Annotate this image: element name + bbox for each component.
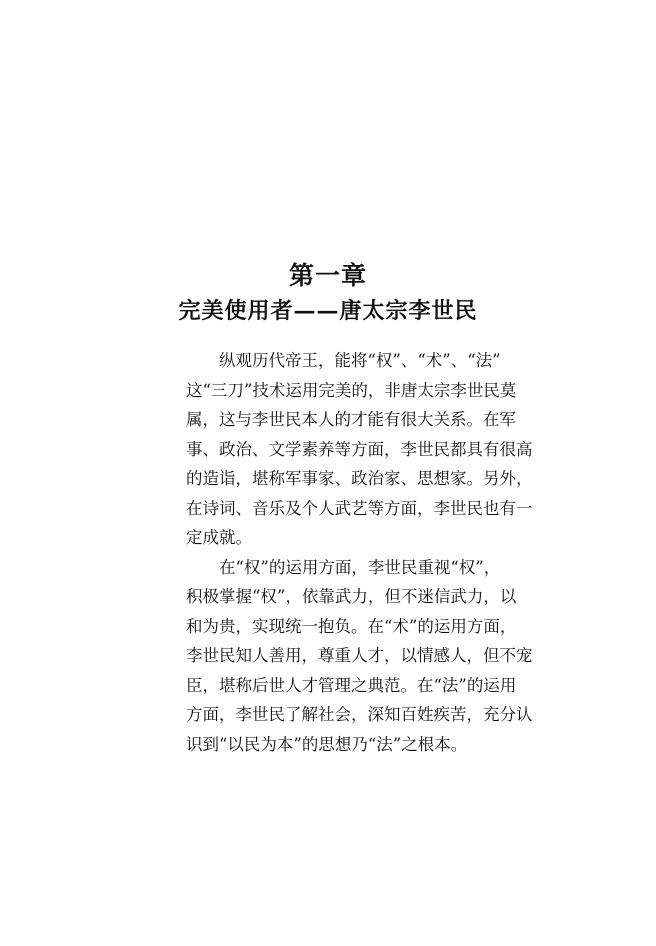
paragraph-line: 定成就。 [186,528,252,547]
paragraph-line: 臣，堪称后世人才管理之典范。在“法”的运用 [186,675,517,695]
paragraph-line: 识到“以民为本”的思想乃“法”之根本。 [186,734,468,754]
paragraph-line: 在诗词、音乐及个人武艺等方面，李世民也有一 [186,498,533,518]
paragraph-line: 李世民知人善用，尊重人才，以情感人，但不宠 [186,646,533,665]
paragraph-line: 事、政治、文学素养等方面，李世民都具有很高 [186,439,533,459]
paragraph-line: 积极掌握“权”，依靠武力，但不迷信武力，以 [186,587,517,606]
paragraph-line: 和为贵，实现统一抱负。在“术”的运用方面， [186,616,517,636]
chapter-body [186,346,533,759]
paragraph-1 [186,346,533,553]
paragraph-line: 这“三刀”技术运用完美的，非唐太宗李世民莫 [186,380,517,400]
paragraph-line: 属，这与李世民本人的才能有很大关系。在军 [186,410,516,429]
paragraph-line: 方面，李世民了解社会，深知百姓疾苦，充分认 [186,705,533,724]
chapter-title: 完美使用者——唐太宗李世民 [178,298,478,324]
paragraph-line: 纵观历代帝王，能将“权”、“术”、“法” [219,351,501,370]
chapter-number: 第一章 [288,261,367,290]
paragraph-line: 在“权”的运用方面，李世民重视“权”， [219,557,501,577]
paragraph-line: 的造诣，堪称军事家、政治家、思想家。另外， [186,469,533,488]
paragraph-2 [186,553,533,760]
